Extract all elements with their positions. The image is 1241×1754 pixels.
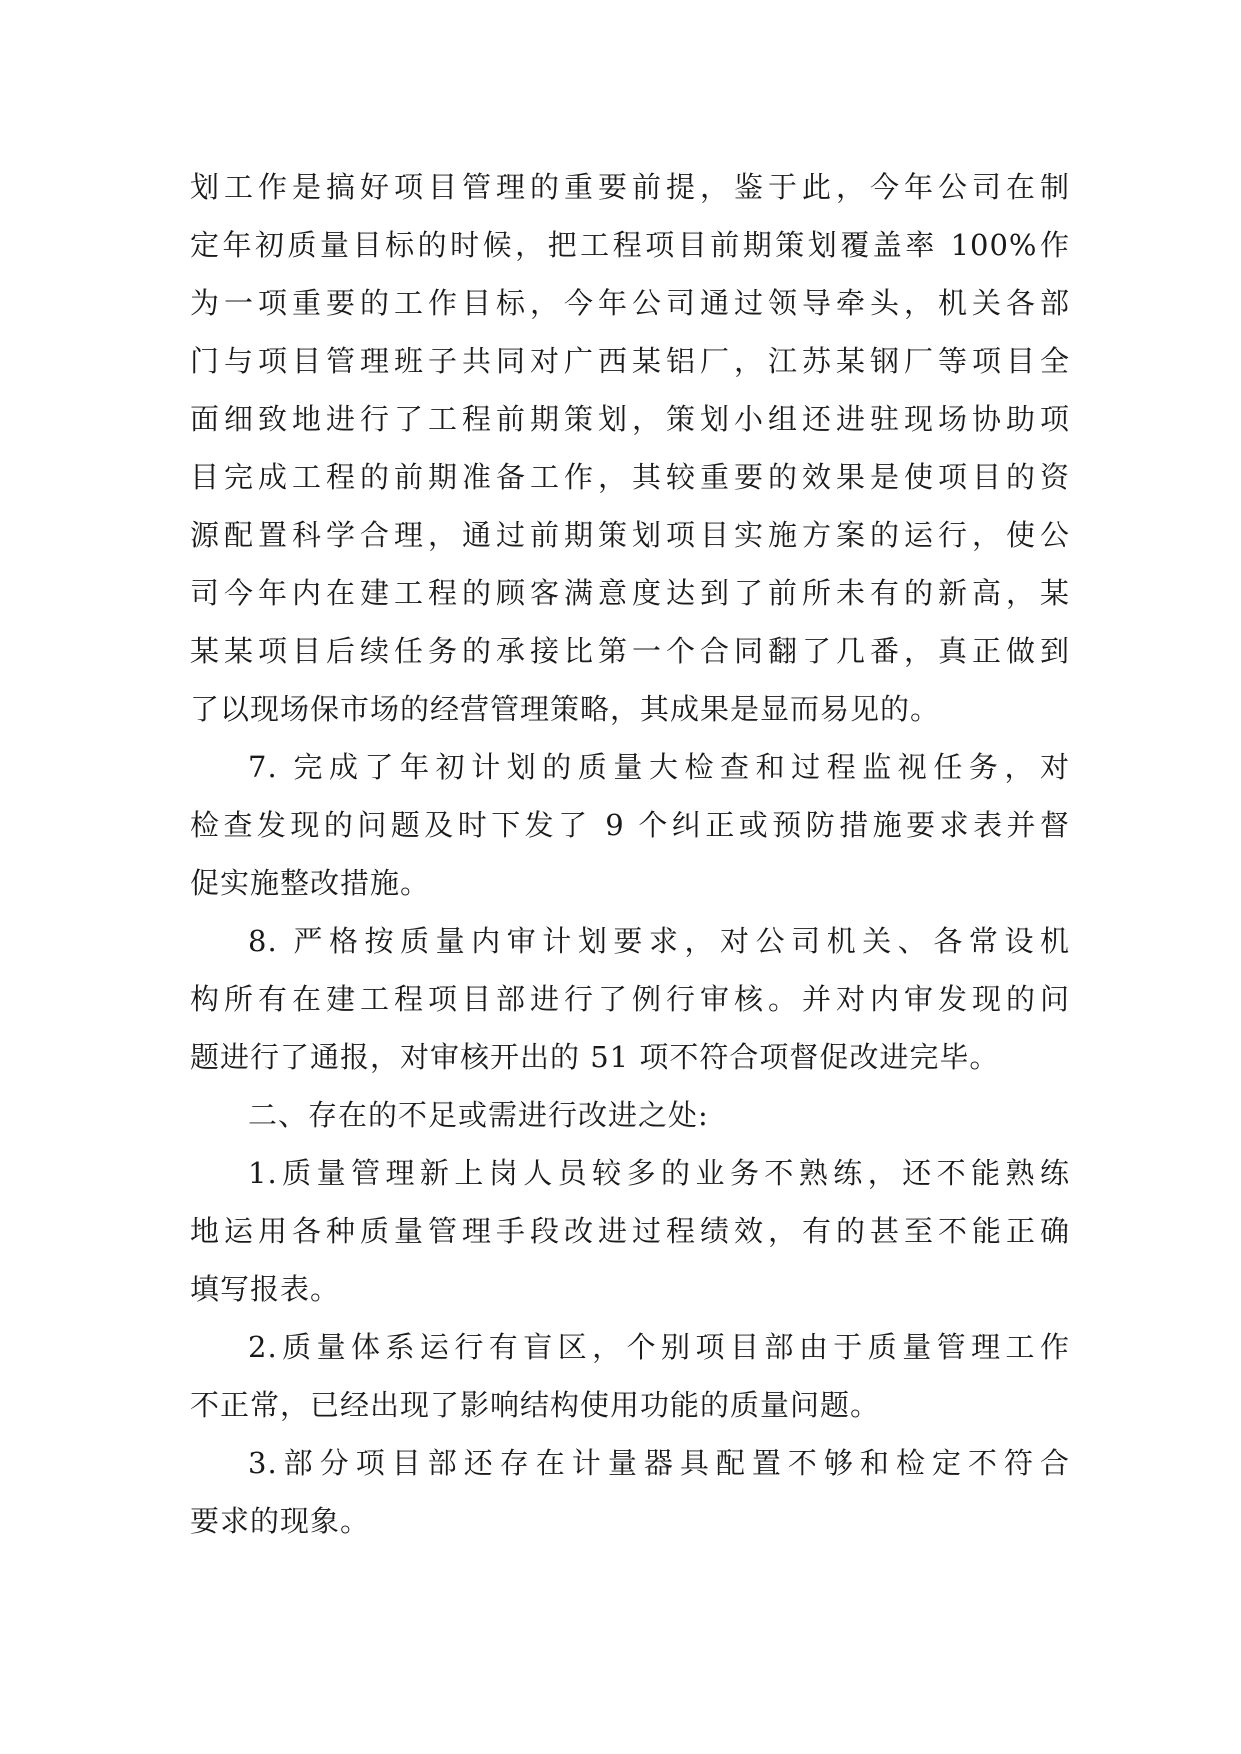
section-heading: 二、存在的不足或需进行改进之处: — [248, 1098, 709, 1132]
issue-2-line: 2.质量体系运行有盲区，个别项目部由于质量管理工作 — [248, 1330, 1070, 1364]
paragraph-7-line: 7. 完成了年初计划的质量大检查和过程监视任务，对 — [248, 750, 1070, 784]
text-line: 要求的现象。 — [190, 1504, 371, 1538]
text-line: 门与项目管理班子共同对广西某铝厂，江苏某钢厂等项目全 — [190, 344, 1070, 378]
text-line: 面细致地进行了工程前期策划，策划小组还进驻现场协助项 — [190, 402, 1070, 436]
text-line: 定年初质量目标的时候，把工程项目前期策划覆盖率 100%作 — [190, 228, 1070, 262]
text-line: 题进行了通报，对审核开出的 51 项不符合项督促改进完毕。 — [190, 1040, 1000, 1074]
text-line: 地运用各种质量管理手段改进过程绩效，有的甚至不能正确 — [190, 1214, 1070, 1248]
text-line: 目完成工程的前期准备工作，其较重要的效果是使项目的资 — [190, 460, 1070, 494]
issue-1-line: 1.质量管理新上岗人员较多的业务不熟练，还不能熟练 — [248, 1156, 1070, 1190]
text-line: 为一项重要的工作目标，今年公司通过领导牵头，机关各部 — [190, 286, 1070, 320]
text-line: 填写报表。 — [190, 1272, 341, 1306]
text-line: 检查发现的问题及时下发了 9 个纠正或预防措施要求表并督 — [190, 808, 1070, 842]
text-line: 不正常，已经出现了影响结构使用功能的质量问题。 — [190, 1388, 881, 1422]
text-line: 司今年内在建工程的顾客满意度达到了前所未有的新高，某 — [190, 576, 1070, 610]
text-line: 某某项目后续任务的承接比第一个合同翻了几番，真正做到 — [190, 634, 1070, 668]
text-line: 划工作是搞好项目管理的重要前提，鉴于此，今年公司在制 — [190, 170, 1070, 204]
text-line: 构所有在建工程项目部进行了例行审核。并对内审发现的问 — [190, 982, 1070, 1016]
document-body — [190, 158, 1070, 1550]
text-line: 了以现场保市场的经营管理策略，其成果是显而易见的。 — [190, 692, 941, 726]
issue-3-line: 3.部分项目部还存在计量器具配置不够和检定不符合 — [248, 1446, 1070, 1480]
paragraph-8-line: 8. 严格按质量内审计划要求，对公司机关、各常设机 — [248, 924, 1070, 958]
text-line: 源配置科学合理，通过前期策划项目实施方案的运行，使公 — [190, 518, 1070, 552]
text-line: 促实施整改措施。 — [190, 866, 431, 900]
